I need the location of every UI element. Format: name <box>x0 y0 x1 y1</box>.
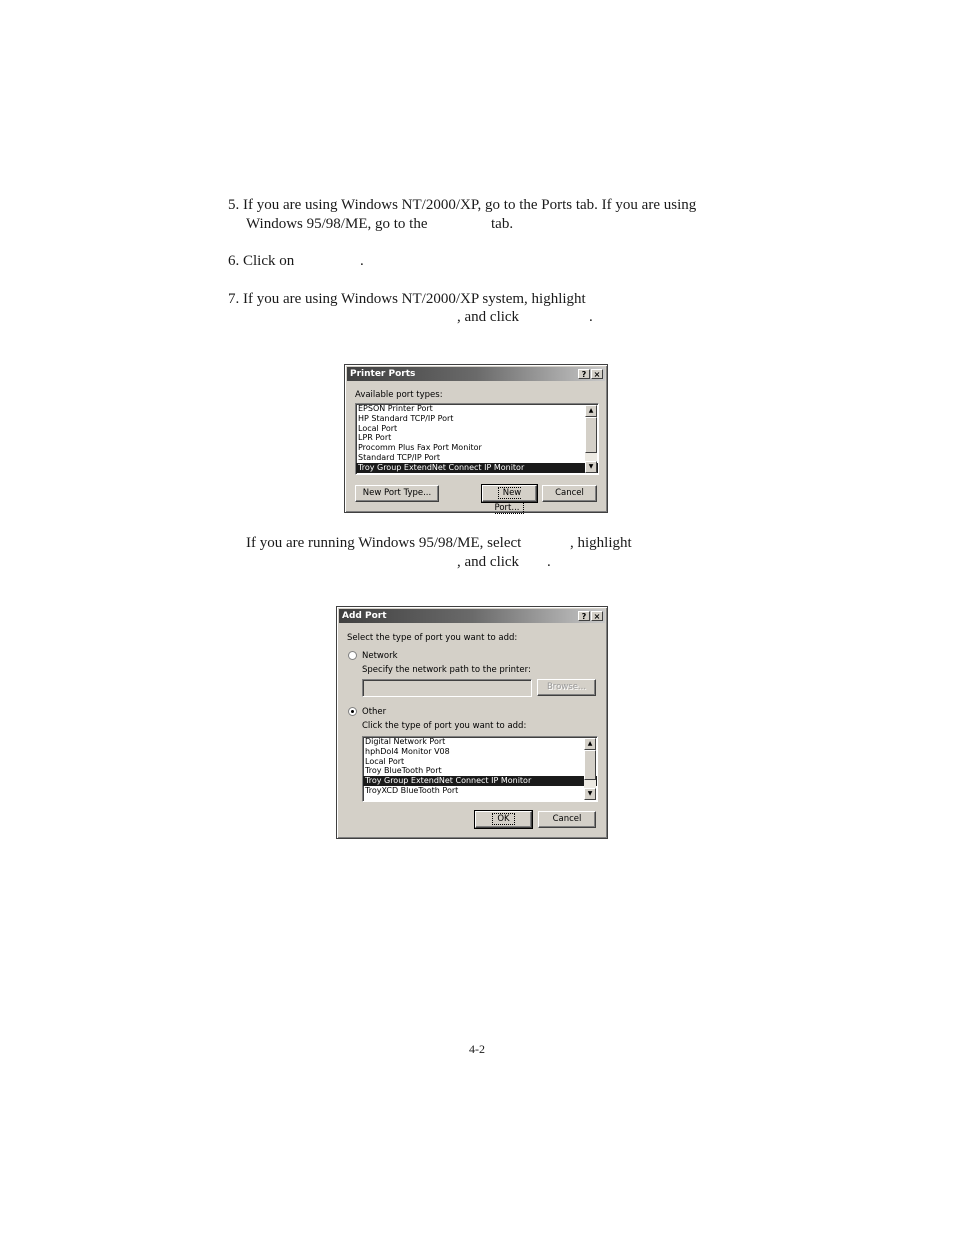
list-item[interactable]: hphDol4 Monitor V08 <box>365 746 450 756</box>
cancel-button[interactable] <box>538 811 596 828</box>
list-item[interactable]: Local Port <box>358 423 398 433</box>
list-item[interactable]: EPSON Printer Port <box>358 404 433 413</box>
help-icon[interactable]: ? <box>578 611 590 621</box>
step-6-end: . <box>360 253 364 269</box>
close-icon[interactable]: × <box>591 369 603 379</box>
step-7-line-2-end: . <box>589 309 593 325</box>
add-port-titlebar <box>339 609 605 623</box>
win95-line-1-end: , highlight <box>570 535 632 551</box>
available-port-types-label: Available port types: <box>355 390 443 400</box>
add-port-dialog <box>336 606 608 839</box>
new-port-button[interactable] <box>482 485 537 513</box>
list-item[interactable]: TroyXCD BlueTooth Port <box>365 785 459 795</box>
printer-ports-titlebar <box>347 367 605 381</box>
network-label: Network <box>362 651 398 661</box>
browse-button[interactable] <box>537 679 596 696</box>
list-item[interactable]: Procomm Plus Fax Port Monitor <box>358 443 482 453</box>
help-icon[interactable]: ? <box>578 369 590 379</box>
cancel-label: Cancel <box>555 488 584 498</box>
port-types-rows <box>356 404 598 473</box>
network-path-label: Specify the network path to the printer: <box>362 665 531 675</box>
list-item[interactable]: Local Port <box>365 756 405 766</box>
ok-button[interactable] <box>475 811 532 828</box>
list-item[interactable]: Digital Network Port <box>365 737 446 746</box>
cancel-button[interactable] <box>542 485 597 502</box>
list-item[interactable]: LPR Port <box>358 433 392 443</box>
step-5-line-1: 5. If you are using Windows NT/2000/XP, go to the Ports tab. If you are using <box>228 197 697 213</box>
other-port-types-rows <box>363 737 597 796</box>
win95-line-2-end: . <box>547 554 551 570</box>
new-port-type-button[interactable] <box>355 485 439 502</box>
add-port-title: Add Port <box>342 611 387 621</box>
step-6-start: 6. Click on <box>228 253 295 269</box>
other-port-types-list[interactable] <box>362 736 598 802</box>
network-path-input[interactable] <box>362 679 532 697</box>
list-item[interactable]: Troy BlueTooth Port <box>365 766 442 776</box>
step-7-line-2-start: , and click <box>457 309 520 325</box>
browse-label: Browse... <box>546 682 587 692</box>
port-types-scrollbar[interactable] <box>585 405 597 473</box>
new-port-label: New Port... <box>495 487 525 514</box>
other-label: Other <box>362 707 387 717</box>
port-types-list[interactable] <box>355 403 599 475</box>
other-port-type-prompt: Click the type of port you want to add: <box>362 721 527 731</box>
list-item[interactable]: Standard TCP/IP Port <box>358 452 441 462</box>
network-radio[interactable] <box>348 651 357 660</box>
scroll-thumb[interactable] <box>585 417 597 453</box>
step-5-line-2-end: tab. <box>491 216 514 232</box>
list-item[interactable]: Troy Group ExtendNet Connect IP Monitor <box>363 776 597 786</box>
win95-line-2-start: , and click <box>457 554 520 570</box>
scroll-down-arrow-icon[interactable]: ▼ <box>585 461 597 473</box>
page-number: 4-2 <box>469 1042 485 1056</box>
select-port-type-prompt: Select the type of port you want to add: <box>347 633 518 643</box>
scroll-thumb[interactable] <box>584 750 596 780</box>
list-item[interactable]: Troy Group ExtendNet Connect IP Monitor <box>356 463 598 473</box>
step-7-line-1: 7. If you are using Windows NT/2000/XP system, highlight <box>228 291 586 307</box>
other-radio[interactable] <box>348 707 357 716</box>
printer-ports-title: Printer Ports <box>350 369 416 379</box>
list-item[interactable]: HP Standard TCP/IP Port <box>358 413 454 423</box>
other-port-types-scrollbar[interactable] <box>584 738 596 800</box>
ok-label: OK <box>492 813 514 825</box>
cancel-label: Cancel <box>552 814 582 824</box>
new-port-type-label: New Port Type... <box>362 488 432 498</box>
printer-ports-dialog <box>344 364 608 513</box>
scroll-down-arrow-icon[interactable]: ▼ <box>584 788 596 800</box>
win95-line-1-start: If you are running Windows 95/98/ME, select <box>246 535 522 551</box>
scroll-up-arrow-icon[interactable]: ▲ <box>585 405 597 417</box>
scroll-up-arrow-icon[interactable]: ▲ <box>584 738 596 750</box>
close-icon[interactable]: × <box>591 611 603 621</box>
step-5-line-2-start: Windows 95/98/ME, go to the <box>246 216 428 232</box>
